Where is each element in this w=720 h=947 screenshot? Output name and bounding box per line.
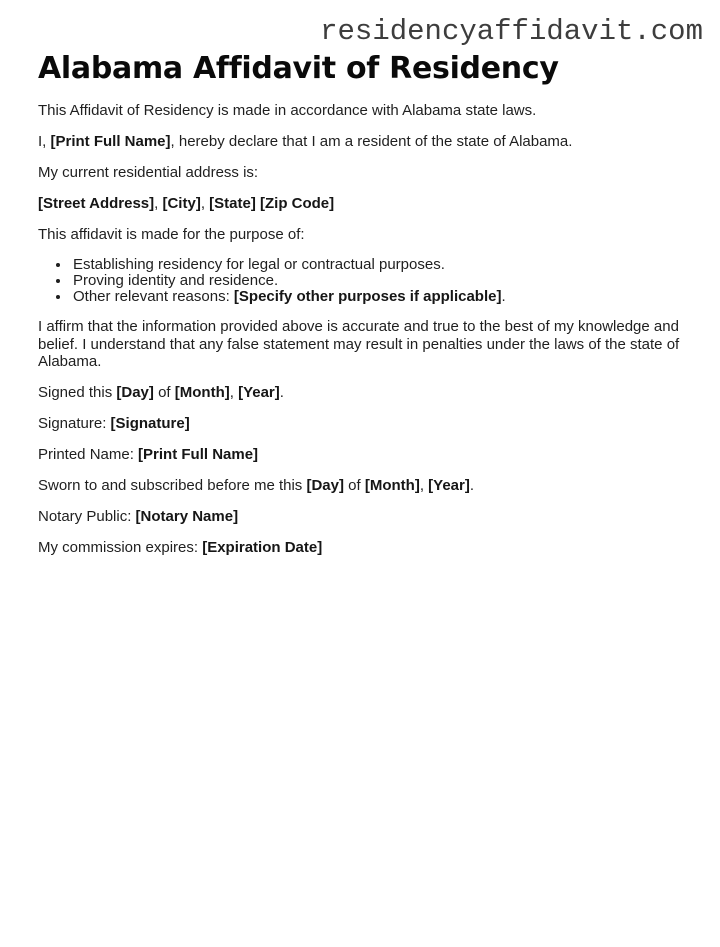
paragraph <box>38 508 706 526</box>
text-run: Signature: <box>38 415 111 432</box>
placeholder-field: [Year] <box>238 384 280 401</box>
placeholder-field: [Day] <box>116 384 154 401</box>
paragraph <box>38 384 706 402</box>
text-run: Notary Public: <box>38 508 136 525</box>
text-run: I affirm that the information provided above is accurate and true to the best of my knowledge and belief. I understand that any false statement may result in penalties under the laws of the state of Alabama. <box>38 318 680 370</box>
text-run: . <box>501 287 506 305</box>
site-watermark: residencyaffidavit.com <box>320 15 703 48</box>
text-run: I, <box>38 132 51 150</box>
purpose-list <box>38 257 706 305</box>
text-run: of <box>344 477 365 494</box>
page-title: Alabama Affidavit of Residency <box>38 51 559 86</box>
list-item <box>71 289 706 305</box>
text-run: Other relevant reasons: <box>73 287 234 305</box>
paragraph <box>38 133 706 151</box>
text-run: Establishing residency for legal or contractual purposes. <box>73 255 445 273</box>
paragraph <box>38 477 706 495</box>
text-run: , <box>200 194 210 212</box>
text-run: Sworn to and subscribed before me this <box>38 477 307 494</box>
text-run: My commission expires: <box>38 539 203 556</box>
text-run: . <box>469 477 475 494</box>
placeholder-field: [Street Address] <box>38 194 155 212</box>
placeholder-field: [State] [Zip Code] <box>209 194 335 212</box>
paragraph <box>38 446 706 464</box>
placeholder-field: [Year] <box>428 477 470 494</box>
text-run: of <box>153 384 175 401</box>
text-run: , <box>154 194 163 212</box>
paragraph <box>38 415 706 433</box>
paragraph <box>38 164 706 182</box>
text-run: My current residential address is: <box>38 163 259 181</box>
text-run: Printed Name: <box>38 446 139 463</box>
placeholder-field: [Notary Name] <box>135 508 239 525</box>
paragraph <box>38 195 706 213</box>
list-item <box>71 257 706 273</box>
paragraph <box>38 102 706 120</box>
placeholder-field: [Print Full Name] <box>138 446 259 463</box>
text-run: This Affidavit of Residency is made in accordance with Alabama state laws. <box>38 101 537 119</box>
placeholder-field: [Signature] <box>110 415 190 432</box>
paragraph <box>38 226 706 244</box>
text-run: This affidavit is made for the purpose of: <box>38 225 305 243</box>
text-run: Proving identity and residence. <box>73 271 279 289</box>
placeholder-field: [Expiration Date] <box>202 539 323 556</box>
placeholder-field: [City] <box>162 194 201 212</box>
placeholder-field: [Month] <box>364 477 420 494</box>
text-run: , <box>419 477 429 494</box>
affidavit-page <box>0 16 720 947</box>
text-run: , <box>229 384 239 401</box>
placeholder-field: [Month] <box>174 384 230 401</box>
text-run: , hereby declare that I am a resident of the state of Alabama. <box>170 132 573 150</box>
placeholder-field: [Specify other purposes if applicable] <box>233 287 502 305</box>
document-body <box>38 102 706 557</box>
paragraph <box>38 318 706 371</box>
paragraph <box>38 539 706 557</box>
placeholder-field: [Print Full Name] <box>50 132 171 150</box>
placeholder-field: [Day] <box>306 477 344 494</box>
list-item <box>71 273 706 289</box>
text-run: Signed this <box>38 384 117 401</box>
text-run: . <box>279 384 284 401</box>
